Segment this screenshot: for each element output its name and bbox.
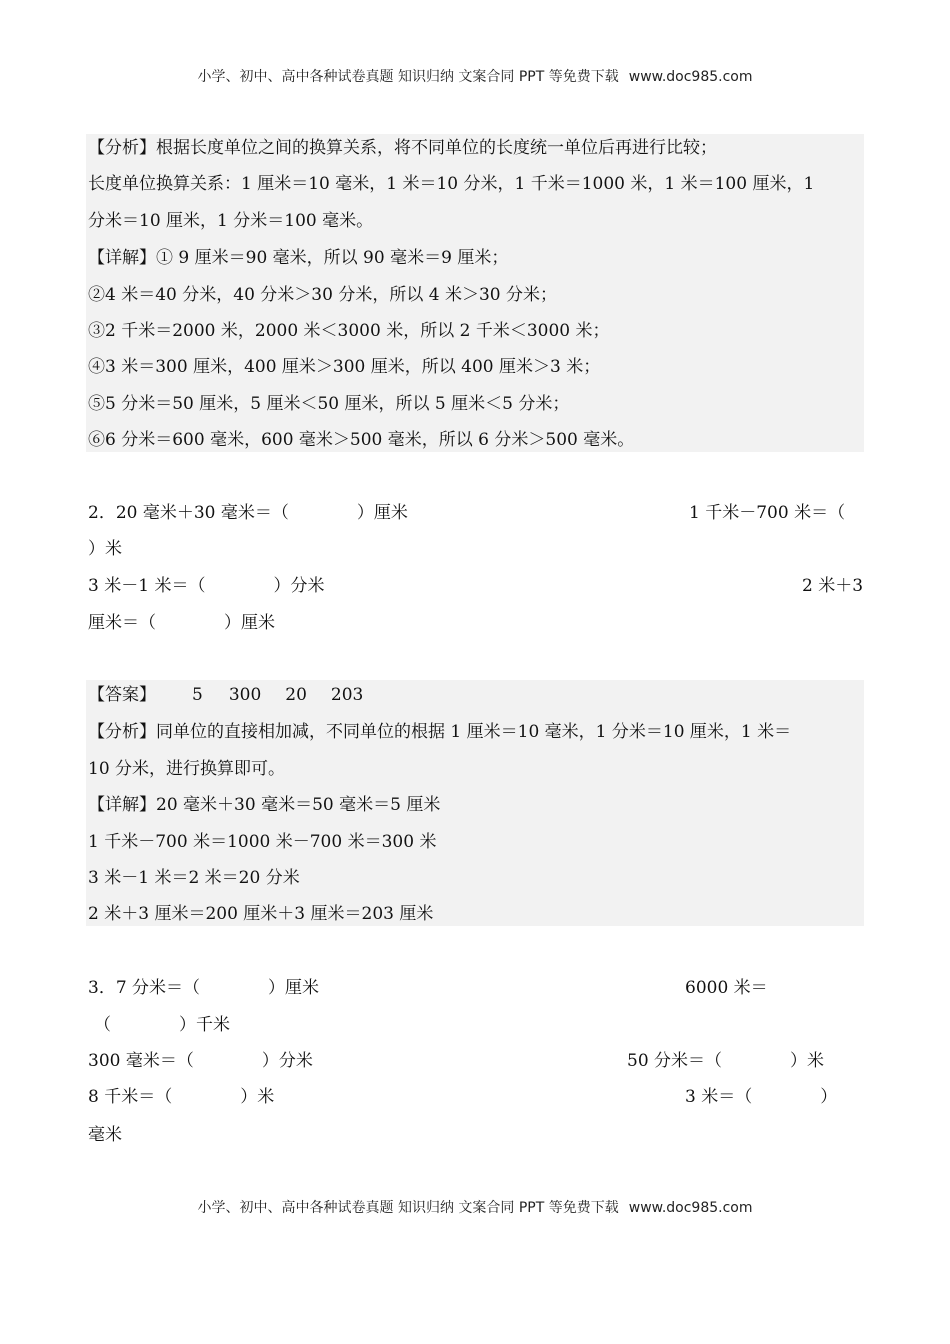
header-text: 小学、初中、高中各种试卷真题 知识归纳 文案合同 PPT 等免费下载	[197, 69, 619, 85]
detail-line: ③2 千米＝2000 米，2000 米＜3000 米，所以 2 千米＜3000 米；	[88, 321, 610, 341]
detail-line: ⑤5 分米＝50 厘米，5 厘米＜50 厘米，所以 5 厘米＜5 分米；	[88, 394, 570, 414]
detail-line: 【详解】20 毫米＋30 毫米＝50 毫米＝5 厘米	[88, 795, 441, 815]
answer-value: 300	[228, 685, 262, 705]
question-2-part-b: 1 千米－700 米＝（	[689, 503, 846, 523]
question-2-part-d-cont: 厘米＝（ ）厘米	[88, 613, 275, 633]
detail-line: 2 米＋3 厘米＝200 厘米＋3 厘米＝203 厘米	[88, 904, 434, 924]
question-3-part-a: 3．7 分米＝（ ）厘米	[88, 978, 320, 998]
analysis-line: 【分析】同单位的直接相加减，不同单位的根据 1 厘米＝10 毫米，1 分米＝10 厘米，1 米＝	[88, 722, 792, 742]
detail-line: ④3 米＝300 厘米，400 厘米＞300 厘米，所以 400 厘米＞3 米；	[88, 357, 601, 377]
question-2-part-a: 2．20 毫米＋30 毫米＝（ ）厘米	[88, 503, 408, 523]
page-footer	[0, 1197, 950, 1217]
detail-line: 【详解】① 9 厘米＝90 毫米，所以 90 毫米＝9 厘米；	[88, 248, 509, 268]
page-header	[0, 66, 950, 86]
question-3-part-d: 50 分米＝（ ）米	[627, 1051, 825, 1071]
question-2-part-b-cont: ）米	[88, 539, 122, 559]
question-2-part-c: 3 米－1 米＝（ ）分米	[88, 576, 325, 596]
analysis-line: 【分析】根据长度单位之间的换算关系，将不同单位的长度统一单位后再进行比较；	[88, 138, 717, 158]
analysis-line: 长度单位换算关系：1 厘米＝10 毫米，1 米＝10 分米，1 千米＝1000 米，1 米＝100 厘米，1	[88, 174, 815, 194]
question-3-part-e: 8 千米＝（ ）米	[88, 1087, 275, 1107]
detail-line: 3 米－1 米＝2 米＝20 分米	[88, 868, 300, 888]
analysis-line: 分米＝10 厘米，1 分米＝100 毫米。	[88, 211, 374, 231]
question-3-part-b-cont: （ ）千米	[94, 1015, 230, 1035]
answer-line	[88, 684, 363, 706]
detail-line: 1 千米－700 米＝1000 米－700 米＝300 米	[88, 832, 437, 852]
detail-line: ②4 米＝40 分米，40 分米＞30 分米，所以 4 米＞30 分米；	[88, 285, 557, 305]
header-url: www.doc985.com	[628, 69, 753, 85]
detail-line: ⑥6 分米＝600 毫米，600 毫米＞500 毫米，所以 6 分米＞500 毫米。	[88, 430, 635, 450]
answer-value: 5	[192, 685, 203, 705]
footer-url: www.doc985.com	[628, 1200, 753, 1216]
footer-text: 小学、初中、高中各种试卷真题 知识归纳 文案合同 PPT 等免费下载	[197, 1200, 619, 1216]
answer-label: 【答案】	[88, 685, 156, 705]
question-2-part-d: 2 米＋3	[802, 576, 864, 596]
question-3-part-b: 6000 米＝	[685, 978, 768, 998]
answer-value: 20	[285, 685, 307, 705]
question-3-part-c: 300 毫米＝（ ）分米	[88, 1051, 313, 1071]
question-3-part-f: 3 米＝（ ）	[685, 1087, 838, 1107]
answer-value: 203	[330, 685, 364, 705]
question-3-part-f-cont: 毫米	[88, 1125, 122, 1145]
analysis-line: 10 分米，进行换算即可。	[88, 759, 286, 779]
